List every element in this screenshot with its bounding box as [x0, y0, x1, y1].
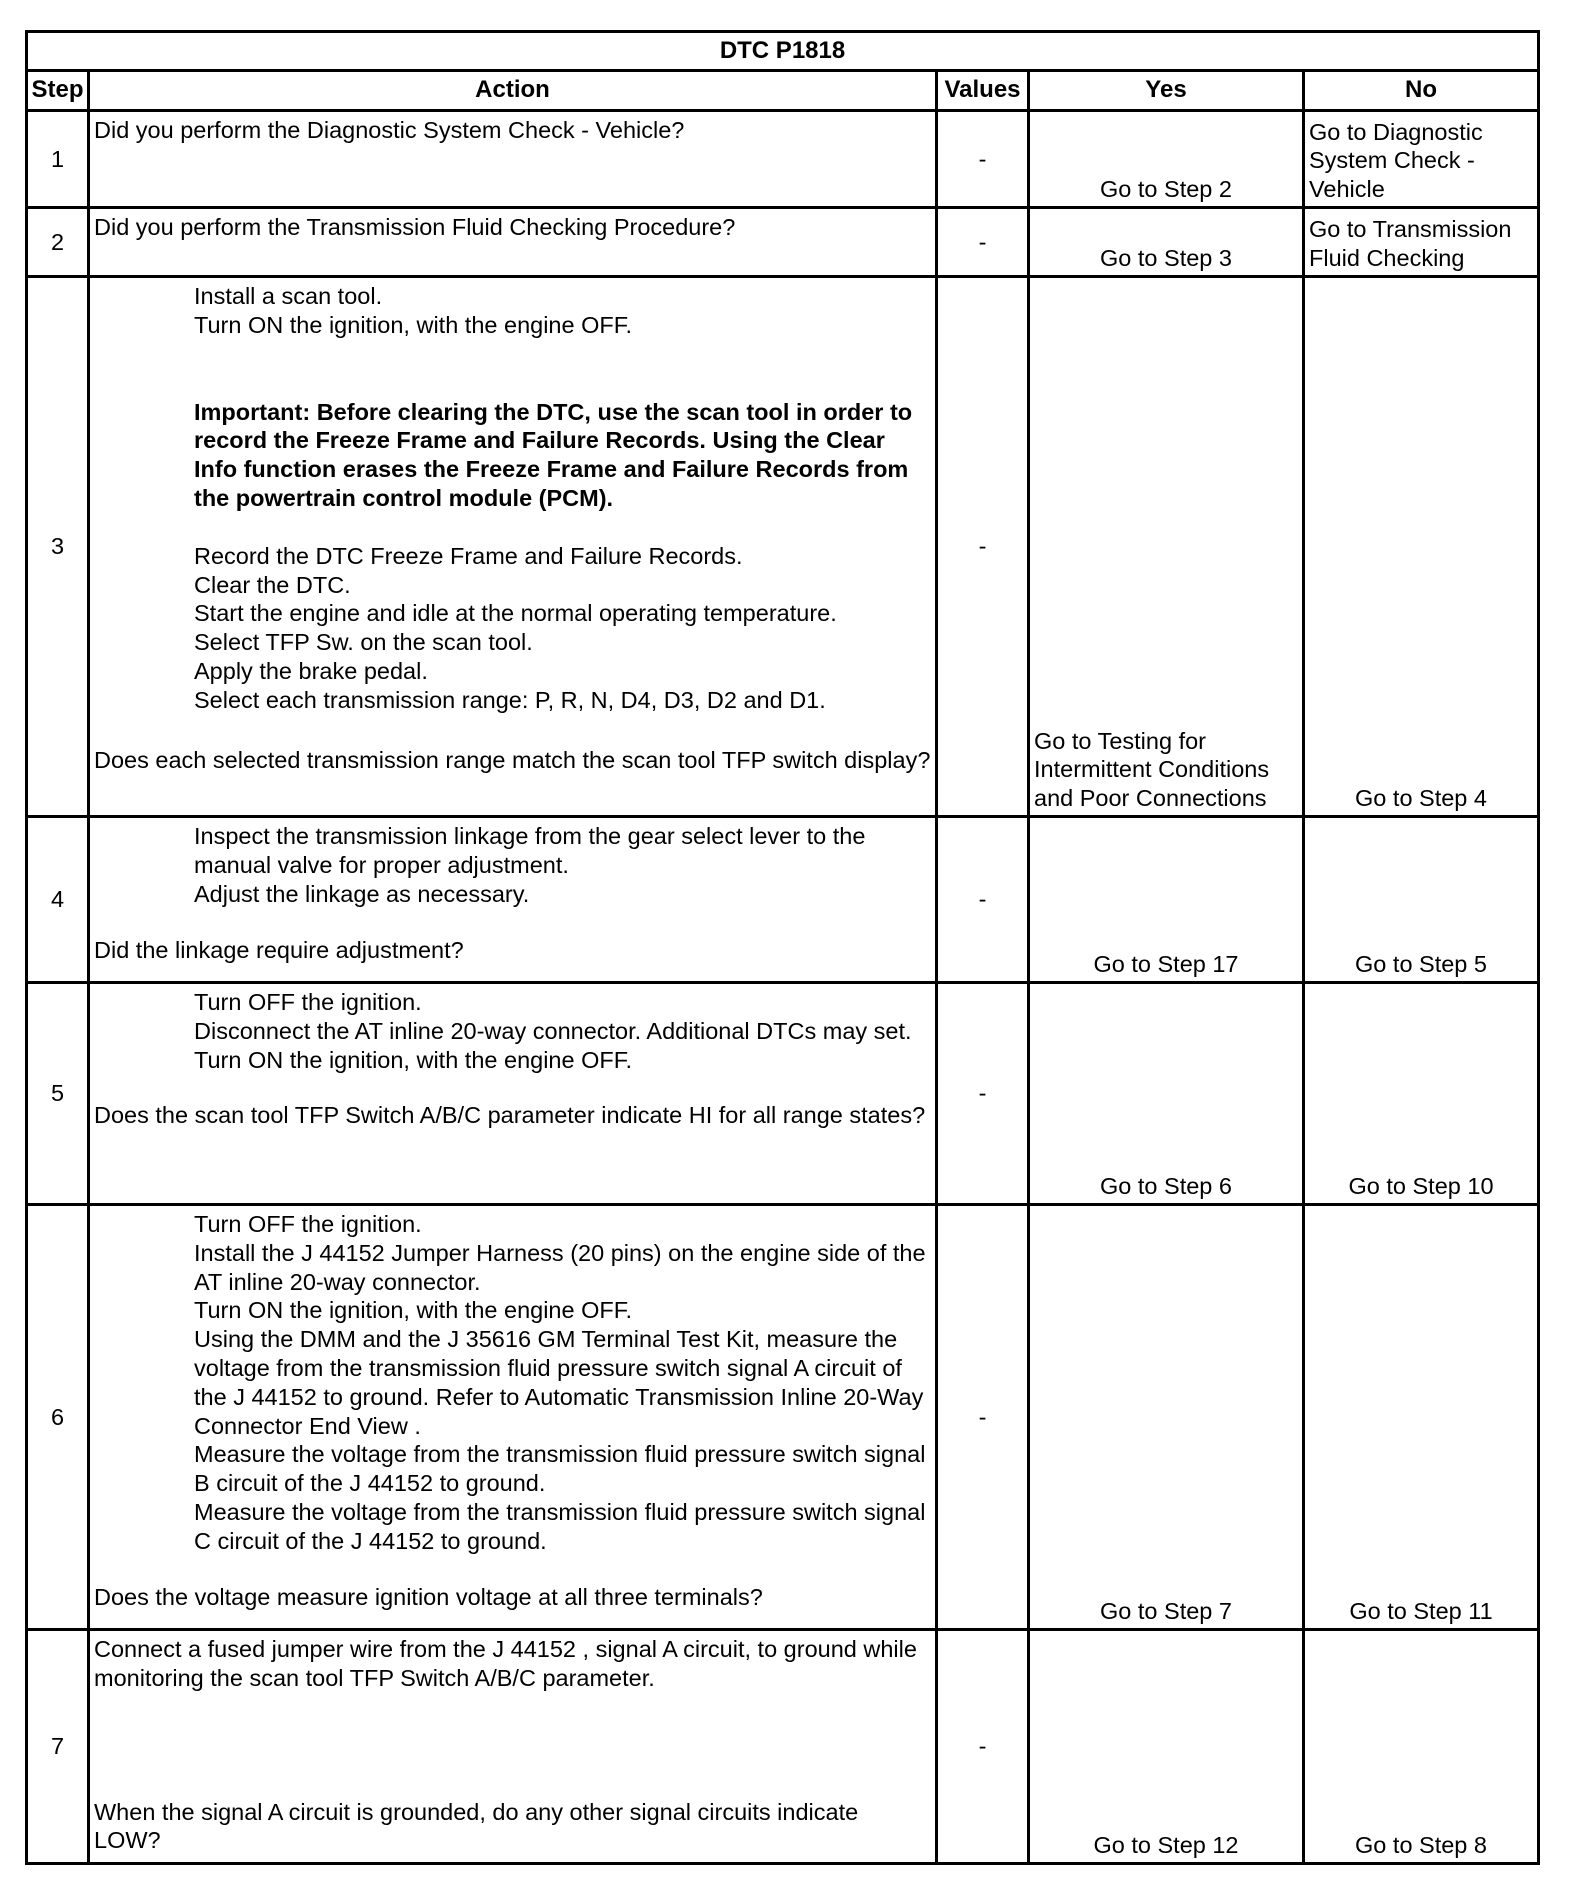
values-cell: - [937, 1630, 1029, 1864]
values-cell: - [937, 208, 1029, 277]
table-row [27, 277, 1539, 817]
action-steps [94, 1210, 931, 1556]
action-step: Record the DTC Freeze Frame and Failure Records. [194, 542, 743, 569]
table-row [27, 1205, 1539, 1630]
values-cell: - [937, 277, 1029, 817]
yes-cell: Go to Step 17 [1029, 817, 1304, 983]
action-step: Turn OFF the ignition. [194, 1211, 422, 1237]
table-row [27, 817, 1539, 983]
no-cell: Go to Diagnostic System Check - Vehicle [1304, 111, 1539, 208]
action-question: Did the linkage require adjustment? [94, 937, 464, 964]
step-number: 4 [27, 817, 89, 983]
action-cell [89, 111, 937, 208]
no-cell: Go to Step 11 [1304, 1205, 1539, 1630]
action-step: Measure the voltage from the transmission fluid pressure switch signal B circuit of the J 44152 to ground. [194, 1441, 932, 1497]
action-question: Did you perform the Transmission Fluid Checking Procedure? [94, 214, 736, 240]
step-number: 7 [27, 1630, 89, 1864]
header-values: Values [937, 71, 1029, 111]
header-action: Action [89, 71, 937, 111]
action-question: When the signal A circuit is grounded, do any other signal circuits indicate LOW? [94, 1798, 865, 1854]
action-step: Install the J 44152 Jumper Harness (20 pins) on the engine side of the AT inline 20-way connector. [194, 1239, 931, 1295]
action-question: Does the voltage measure ignition voltage at all three terminals? [94, 1583, 763, 1610]
header-row [27, 71, 1539, 111]
action-step: Select each transmission range: P, R, N, D4, D3, D2 and D1. [194, 686, 826, 713]
yes-cell: Go to Step 6 [1029, 983, 1304, 1205]
action-cell [89, 983, 937, 1205]
values-cell: - [937, 1205, 1029, 1630]
action-steps [94, 988, 931, 1074]
action-step: Using the DMM and the J 35616 GM Terminal Test Kit, measure the voltage from the transmission fluid pressure switch signal A circuit of the J 44152 to ground. Refer to Automatic Transmission Inline 20-Way Connector End View . [194, 1326, 930, 1439]
dtc-table [25, 30, 1540, 1865]
header-step: Step [27, 71, 89, 111]
no-cell: Go to Step 5 [1304, 817, 1539, 983]
action-step: Adjust the linkage as necessary. [194, 880, 530, 907]
action-cell [89, 208, 937, 277]
action-step: Select TFP Sw. on the scan tool. [194, 629, 533, 656]
action-step: Measure the voltage from the transmission fluid pressure switch signal C circuit of the J 44152 to ground. [194, 1498, 932, 1554]
yes-cell: Go to Testing for Intermittent Conditions and Poor Connections [1029, 277, 1304, 817]
action-question: Did you perform the Diagnostic System Check - Vehicle? [94, 117, 685, 143]
values-cell: - [937, 983, 1029, 1205]
step-number: 5 [27, 983, 89, 1205]
action-intro: Connect a fused jumper wire from the J 44152 , signal A circuit, to ground while monitoring the scan tool TFP Switch A/B/C parameter. [94, 1636, 924, 1691]
table-row [27, 983, 1539, 1205]
table-row [27, 208, 1539, 277]
title-row [27, 32, 1539, 71]
action-steps [94, 822, 931, 908]
action-step: Turn ON the ignition, with the engine OFF. [194, 311, 633, 338]
yes-cell: Go to Step 7 [1029, 1205, 1304, 1630]
action-step: Turn OFF the ignition. [194, 989, 422, 1015]
step-number: 3 [27, 277, 89, 817]
action-step: Turn ON the ignition, with the engine OFF. [194, 1297, 633, 1324]
important-note: Important: Before clearing the DTC, use the scan tool in order to record the Freeze Frame and Failure Records. Using the Clear Info function erases the Freeze Frame and Failure Records from the powertrain control module (PCM). [194, 398, 919, 511]
no-cell: Go to Step 8 [1304, 1630, 1539, 1864]
no-cell: Go to Step 10 [1304, 983, 1539, 1205]
no-cell: Go to Transmission Fluid Checking [1304, 208, 1539, 277]
action-steps [94, 282, 931, 715]
values-cell: - [937, 817, 1029, 983]
header-yes: Yes [1029, 71, 1304, 111]
action-question: Does the scan tool TFP Switch A/B/C parameter indicate HI for all range states? [94, 1102, 926, 1129]
no-cell: Go to Step 4 [1304, 277, 1539, 817]
action-step: Disconnect the AT inline 20-way connector. Additional DTCs may set. [194, 1017, 912, 1044]
values-cell: - [937, 111, 1029, 208]
action-step: Install a scan tool. [194, 283, 383, 309]
table-row [27, 111, 1539, 208]
action-cell [89, 1630, 937, 1864]
yes-cell: Go to Step 12 [1029, 1630, 1304, 1864]
yes-cell: Go to Step 3 [1029, 208, 1304, 277]
action-step: Clear the DTC. [194, 571, 351, 598]
table-title: DTC P1818 [27, 32, 1539, 71]
yes-cell: Go to Step 2 [1029, 111, 1304, 208]
header-no: No [1304, 71, 1539, 111]
action-step: Inspect the transmission linkage from the gear select lever to the manual valve for proper adjustment. [194, 823, 872, 878]
action-step: Start the engine and idle at the normal operating temperature. [194, 600, 837, 627]
action-cell [89, 277, 937, 817]
action-question: Does each selected transmission range match the scan tool TFP switch display? [94, 746, 931, 773]
action-step: Apply the brake pedal. [194, 657, 428, 684]
action-step: Turn ON the ignition, with the engine OFF. [194, 1046, 633, 1073]
action-cell [89, 817, 937, 983]
step-number: 2 [27, 208, 89, 277]
step-number: 1 [27, 111, 89, 208]
step-number: 6 [27, 1205, 89, 1630]
action-cell [89, 1205, 937, 1630]
table-row [27, 1630, 1539, 1864]
